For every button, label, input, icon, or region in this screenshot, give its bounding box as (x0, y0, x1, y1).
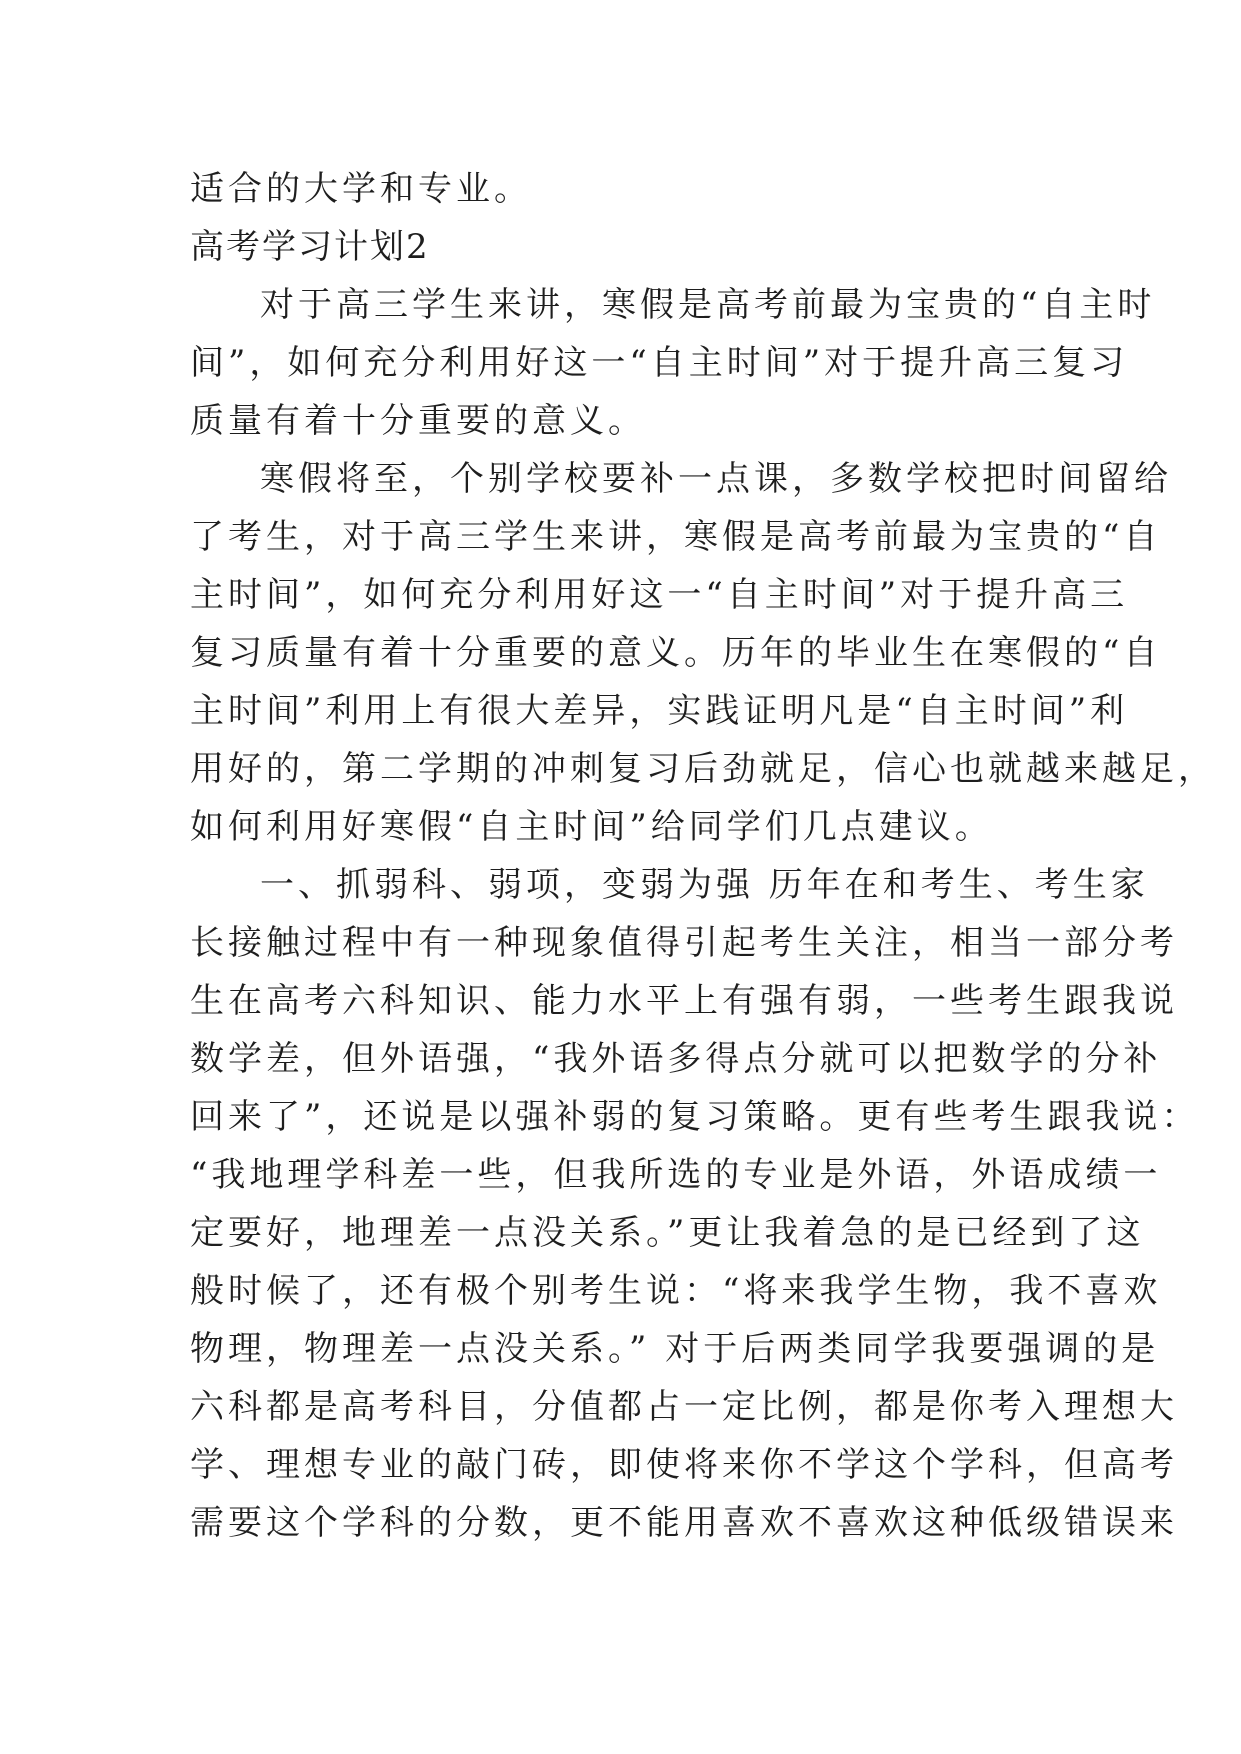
text-line: 复习质量有着十分重要的意义。历年的毕业生在寒假的“自 (190, 633, 1162, 673)
text-line: 生在高考六科知识、能力水平上有强有弱，一些考生跟我说 (190, 981, 1178, 1021)
text-line: 如何利用好寒假“自主时间”给同学们几点建议。 (190, 807, 993, 847)
section-heading: 高考学习计划2 (190, 227, 430, 267)
text-line: 用好的，第二学期的冲刺复习后劲就足，信心也就越来越足， (190, 749, 1216, 789)
document-page (190, 160, 1216, 1552)
text-line: 一、抓弱科、弱项，变弱为强 历年在和考生、考生家 (260, 865, 1149, 905)
text-line: 质量有着十分重要的意义。 (190, 401, 646, 441)
text-line: 对于高三学生来讲，寒假是高考前最为宝贵的“自主时 (260, 285, 1156, 325)
text-line: 长接触过程中有一种现象值得引起考生关注，相当一部分考 (190, 923, 1178, 963)
text-line: 物理，物理差一点没关系。” 对于后两类同学我要强调的是 (190, 1329, 1160, 1369)
text-line: 定要好，地理差一点没关系。”更让我着急的是已经到了这 (190, 1213, 1145, 1253)
text-line: 般时候了，还有极个别考生说：“将来我学生物，我不喜欢 (190, 1271, 1162, 1311)
text-line: 六科都是高考科目，分值都占一定比例，都是你考入理想大 (190, 1387, 1178, 1427)
text-line: 适合的大学和专业。 (190, 169, 532, 209)
text-line: 主时间”，如何充分利用好这一“自主时间”对于提升高三 (190, 575, 1129, 615)
text-line: 间”，如何充分利用好这一“自主时间”对于提升高三复习 (190, 343, 1129, 383)
text-line: 寒假将至，个别学校要补一点课，多数学校把时间留给 (260, 459, 1172, 499)
text-line: 学、理想专业的敲门砖，即使将来你不学这个学科，但高考 (190, 1445, 1178, 1485)
text-line: 数学差，但外语强，“我外语多得点分就可以把数学的分补 (190, 1039, 1162, 1079)
text-line: “我地理学科差一些，但我所选的专业是外语，外语成绩一 (190, 1155, 1162, 1195)
text-line: 需要这个学科的分数，更不能用喜欢不喜欢这种低级错误来 (190, 1503, 1178, 1543)
text-line: 主时间”利用上有很大差异，实践证明凡是“自主时间”利 (190, 691, 1129, 731)
text-line: 了考生，对于高三学生来讲，寒假是高考前最为宝贵的“自 (190, 517, 1162, 557)
text-line: 回来了”，还说是以强补弱的复习策略。更有些考生跟我说： (190, 1097, 1200, 1137)
